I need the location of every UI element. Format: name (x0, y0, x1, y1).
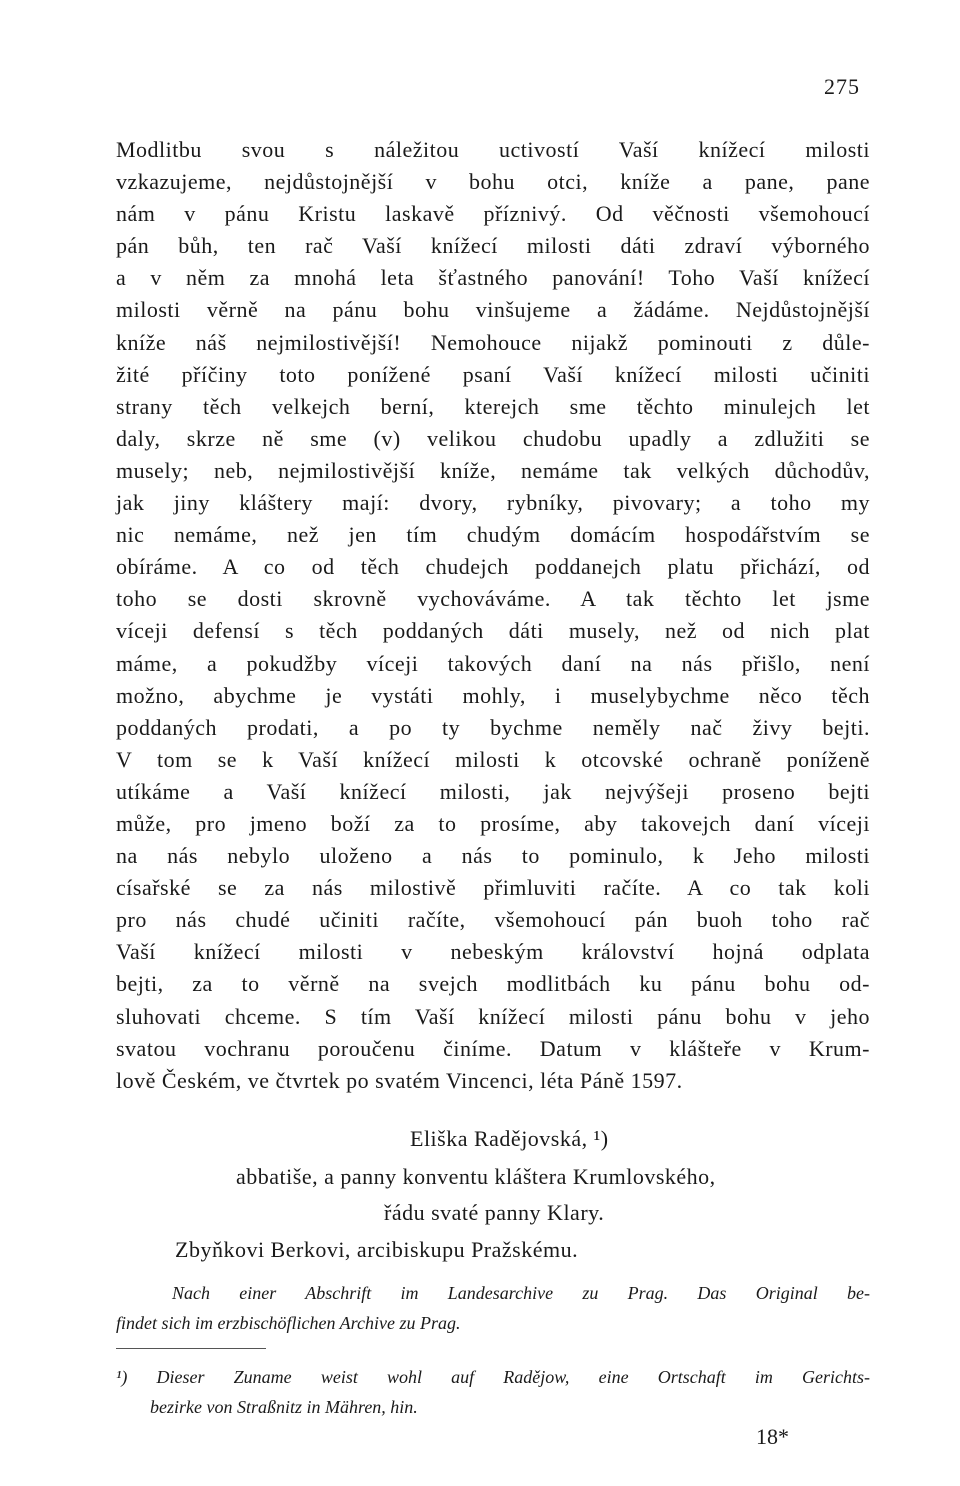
body-line: možno, abychme je vystáti mohly, i muselybychme něco těch (116, 682, 870, 708)
footnote-reference: ¹) (593, 1126, 609, 1151)
letter-address: Zbyňkovi Berkovi, arcibiskupu Pražskému. (175, 1237, 579, 1262)
body-line: musely; neb, nejmilostivější kníže, nemáme tak velkých důchodův, (116, 457, 870, 483)
page-number: 275 (824, 74, 860, 99)
body-line: milosti věrně na pánu bohu vinšujeme a žádáme. Nejdůstojnější (116, 297, 870, 323)
body-line: víceji defensí s těch poddaných dáti musely, než od nich plat (116, 618, 870, 644)
body-line: svatou vochranu poroučenu činíme. Datum v klášteře v Krum- (116, 1035, 870, 1061)
body-line: vzkazujeme, nejdůstojnější v bohu otci, kníže a pane, pane (116, 169, 870, 195)
body-line: máme, a pokudžby víceji takových daní na nás přišlo, není (116, 650, 870, 676)
footnote-line: bezirke von Straßnitz in Mähren, hin. (150, 1397, 418, 1417)
source-note (116, 1278, 870, 1338)
body-line: V tom se k Vaší knížecí milosti k otcovské ochraně poníženě (116, 746, 870, 772)
body-line: daly, skrze ně sme (v) velikou chudobu upadly a zdlužiti se (116, 425, 870, 451)
body-line: toho se dosti skrovně vychováváme. A tak těchto let jsme (116, 586, 870, 612)
body-line: strany těch velkejch berní, kterejch sme těchto minulejch let (116, 393, 870, 419)
body-line: lově Českém, ve čtvrtek po svatém Vincenci, léta Páně 1597. (116, 1067, 683, 1093)
body-line: poddaných prodati, a po ty bychme neměly nač živy bejti. (116, 714, 870, 740)
body-line: na nás nebylo uloženo a nás to pominulo, k Jeho milosti (116, 843, 870, 869)
letter-body (116, 134, 870, 1097)
body-line: Modlitbu svou s náležitou uctivostí Vaší knížecí milosti (116, 137, 870, 162)
footnote-line: ¹) Dieser Zuname weist wohl auf Radějow, eine Ortschaft im Gerichts- (116, 1367, 870, 1387)
signature-name-text: Eliška Radějovská, (410, 1126, 588, 1151)
body-line: pán bůh, ten rač Vaší knížecí milosti dáti zdraví výborného (116, 233, 870, 259)
body-line: nám v pánu Kristu laskavě příznivý. Od věčnosti všemohoucí (116, 201, 870, 227)
body-line: žité příčiny toto ponížené psaní Vaší knížecí milosti učiniti (116, 361, 870, 387)
printer-signature-mark: 18* (756, 1424, 789, 1449)
body-line: obíráme. A co od těch chudejch poddanejch platu přichází, od (116, 554, 870, 580)
body-line: utíkáme a Vaší knížecí milosti, jak nejvýšeji proseno bejti (116, 778, 870, 804)
body-line: Vaší knížecí milosti v nebeským království hojná odplata (116, 939, 870, 965)
source-note-line: Nach einer Abschrift im Landesarchive zu Prag. Das Original be- (172, 1283, 870, 1303)
body-line: může, pro jmeno boží za to prosíme, aby takovejch daní víceji (116, 810, 870, 836)
signature-order: řádu svaté panny Klary. (384, 1200, 605, 1225)
body-line: kníže náš nejmilostivější! Nemohouce nijakž pominouti z důle- (116, 329, 870, 355)
signature-title: abbatiše, a panny konventu kláštera Krumlovského, (236, 1164, 716, 1189)
signature-name (410, 1126, 609, 1152)
body-line: císařské se za nás milostivě přimluviti račíte. A co tak koli (116, 875, 870, 901)
footnote-divider (116, 1348, 266, 1349)
body-line: bejti, za to věrně na svejch modlitbách ku pánu bohu od- (116, 971, 870, 997)
source-note-line: findet sich im erzbischöflichen Archive zu Prag. (116, 1313, 461, 1333)
body-line: pro nás chudé učiniti račíte, všemohoucí pán buoh toho rač (116, 907, 870, 933)
body-line: sluhovati chceme. S tím Vaší knížecí milosti pánu bohu v jeho (116, 1003, 870, 1029)
footnote (116, 1362, 870, 1422)
body-line: nic nemáme, než jen tím chudým domácím hospodářstvím se (116, 522, 870, 548)
body-line: a v něm za mnohá leta šťastného panování! Toho Vaší knížecí (116, 265, 870, 291)
body-line: jak jiny kláštery mají: dvory, rybníky, pivovary; a toho my (116, 490, 870, 516)
